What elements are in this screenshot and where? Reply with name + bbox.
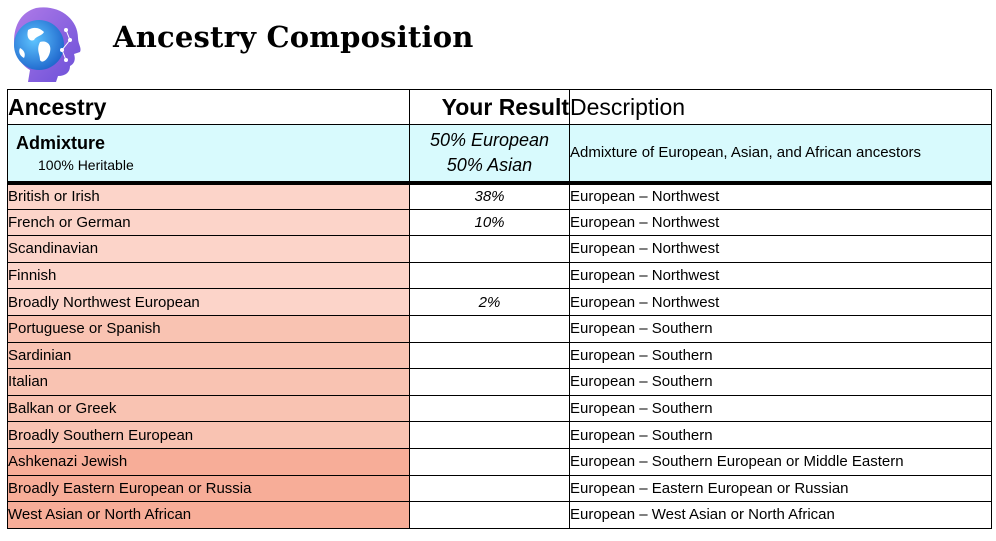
description-cell: European – Northwest xyxy=(570,289,992,316)
population-cell: Italian xyxy=(8,369,410,396)
admixture-result xyxy=(410,125,570,183)
description-cell: European – Northwest xyxy=(570,209,992,236)
description-cell: European – Southern European or Middle Eastern xyxy=(570,448,992,475)
result-cell xyxy=(410,422,570,449)
description-cell: European – Southern xyxy=(570,315,992,342)
admixture-name: Admixture xyxy=(16,132,106,153)
description-cell: European – Northwest xyxy=(570,262,992,289)
population-cell: Broadly Northwest European xyxy=(8,289,410,316)
table-row xyxy=(8,422,992,449)
page-header xyxy=(0,0,996,88)
description-cell: European – Southern xyxy=(570,369,992,396)
table-row xyxy=(8,502,992,529)
population-cell: Scandinavian xyxy=(8,236,410,263)
admixture-heritable: 100% Heritable xyxy=(38,156,134,173)
description-cell: European – Northwest xyxy=(570,183,992,210)
result-cell xyxy=(410,475,570,502)
table-row xyxy=(8,369,992,396)
population-cell: Portuguese or Spanish xyxy=(8,315,410,342)
admixture-result-european: 50% European xyxy=(429,129,550,150)
admixture-cell xyxy=(8,125,410,183)
population-cell: Broadly Southern European xyxy=(8,422,410,449)
admixture-description: Admixture of European, Asian, and African ancestors xyxy=(570,125,992,183)
description-cell: European – Southern xyxy=(570,422,992,449)
table-row xyxy=(8,395,992,422)
table-header-row xyxy=(8,90,992,125)
table-row xyxy=(8,183,992,210)
population-cell: Sardinian xyxy=(8,342,410,369)
description-cell: European – Southern xyxy=(570,395,992,422)
result-cell: 38% xyxy=(410,183,570,210)
population-cell: French or German xyxy=(8,209,410,236)
column-header-ancestry: Ancestry xyxy=(8,90,410,125)
table-row xyxy=(8,475,992,502)
table-row xyxy=(8,342,992,369)
result-cell xyxy=(410,262,570,289)
column-header-description: Description xyxy=(570,90,992,125)
admixture-result-asian: 50% Asian xyxy=(446,154,533,175)
result-cell xyxy=(410,395,570,422)
table-row xyxy=(8,262,992,289)
result-cell xyxy=(410,502,570,529)
table-row xyxy=(8,209,992,236)
column-header-result: Your Result xyxy=(410,90,570,125)
table-row xyxy=(8,448,992,475)
description-cell: European – Northwest xyxy=(570,236,992,263)
ancestry-table xyxy=(7,89,992,529)
population-cell: West Asian or North African xyxy=(8,502,410,529)
result-cell xyxy=(410,448,570,475)
population-cell: British or Irish xyxy=(8,183,410,210)
result-cell xyxy=(410,342,570,369)
population-cell: Finnish xyxy=(8,262,410,289)
description-cell: European – Eastern European or Russian xyxy=(570,475,992,502)
table-row xyxy=(8,236,992,263)
admixture-row xyxy=(8,125,992,183)
page-title: Ancestry Composition xyxy=(113,20,474,54)
population-cell: Broadly Eastern European or Russia xyxy=(8,475,410,502)
population-cell: Ashkenazi Jewish xyxy=(8,448,410,475)
description-cell: European – Southern xyxy=(570,342,992,369)
result-cell xyxy=(410,315,570,342)
result-cell: 10% xyxy=(410,209,570,236)
table-row xyxy=(8,289,992,316)
population-cell: Balkan or Greek xyxy=(8,395,410,422)
globe-head-icon xyxy=(6,4,86,82)
result-cell: 2% xyxy=(410,289,570,316)
table-row xyxy=(8,315,992,342)
result-cell xyxy=(410,369,570,396)
description-cell: European – West Asian or North African xyxy=(570,502,992,529)
result-cell xyxy=(410,236,570,263)
